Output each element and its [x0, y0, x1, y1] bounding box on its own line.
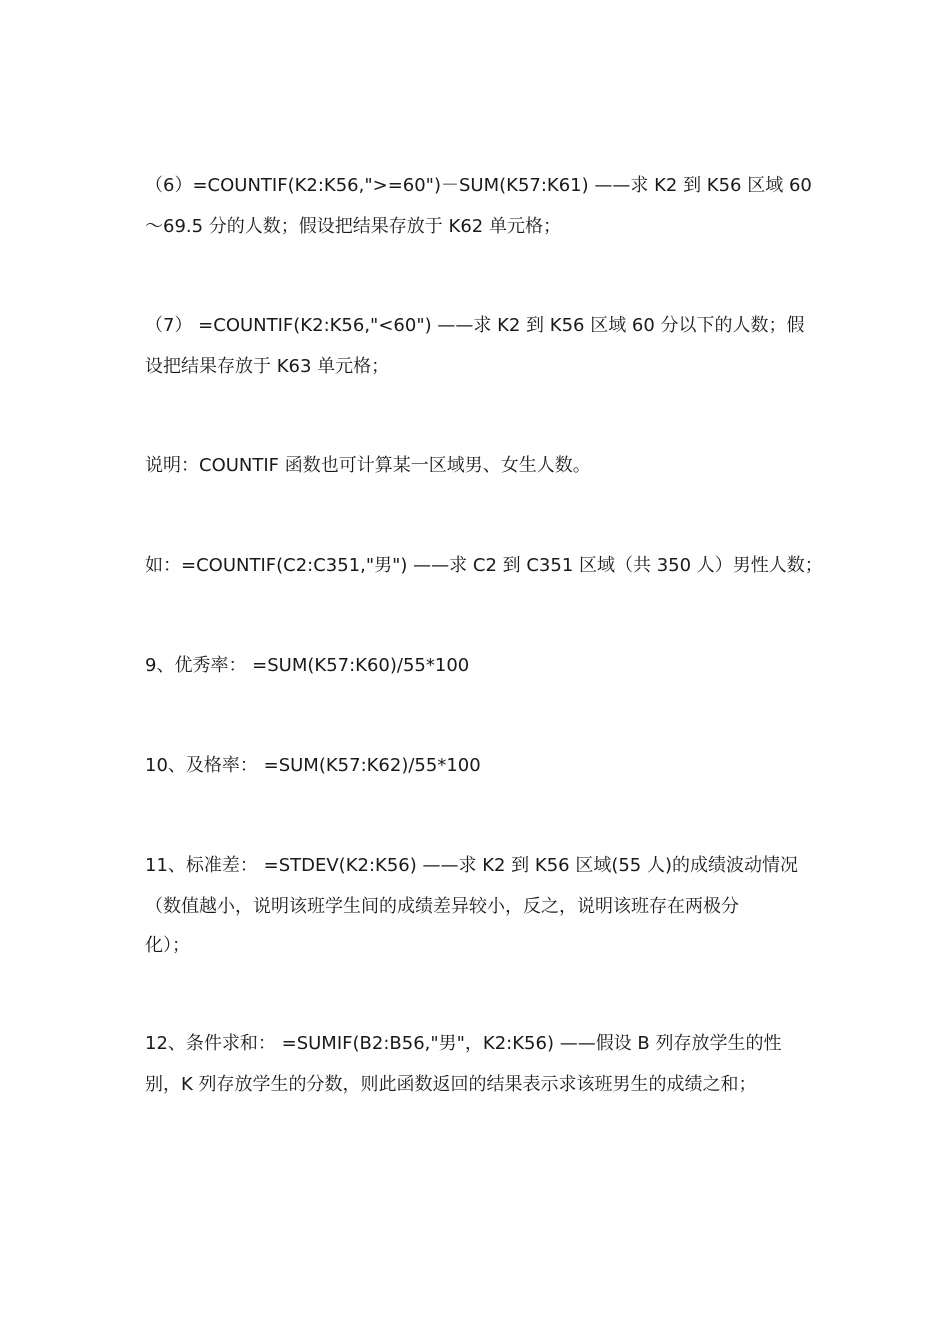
item-7-line-2: 设把结果存放于 K63 单元格；	[145, 356, 390, 377]
item-7-line-1: （7） =COUNTIF(K2:K56,"<60") ——求 K2 到 K56 区域 60 分以下的人数；假	[145, 315, 805, 336]
item-6-line-2: ～69.5 分的人数；假设把结果存放于 K62 单元格；	[145, 216, 561, 237]
item-9-line: 9、优秀率： =SUM(K57:K60)/55*100	[145, 655, 470, 676]
note-line: 说明：COUNTIF 函数也可计算某一区域男、女生人数。	[145, 455, 591, 476]
item-11-line-3: 化）；	[145, 935, 190, 956]
item-12-line-1: 12、条件求和： =SUMIF(B2:B56,"男"，K2:K56) ——假设 B 列存放学生的性	[145, 1033, 782, 1054]
item-6-line-1: （6）=COUNTIF(K2:K56,">=60")－SUM(K57:K61) ——求 K2 到 K56 区域 60	[145, 175, 812, 196]
item-11-line-2: （数值越小，说明该班学生间的成绩差异较小，反之，说明该班存在两极分	[145, 896, 739, 917]
item-10-line: 10、及格率： =SUM(K57:K62)/55*100	[145, 755, 481, 776]
item-12-line-2: 别，K 列存放学生的分数，则此函数返回的结果表示求该班男生的成绩之和；	[145, 1074, 757, 1095]
example-line: 如：=COUNTIF(C2:C351,"男") ——求 C2 到 C351 区域（共 350 人）男性人数；	[145, 555, 823, 576]
item-11-line-1: 11、标准差： =STDEV(K2:K56) ——求 K2 到 K56 区域(55 人)的成绩波动情况	[145, 855, 798, 876]
